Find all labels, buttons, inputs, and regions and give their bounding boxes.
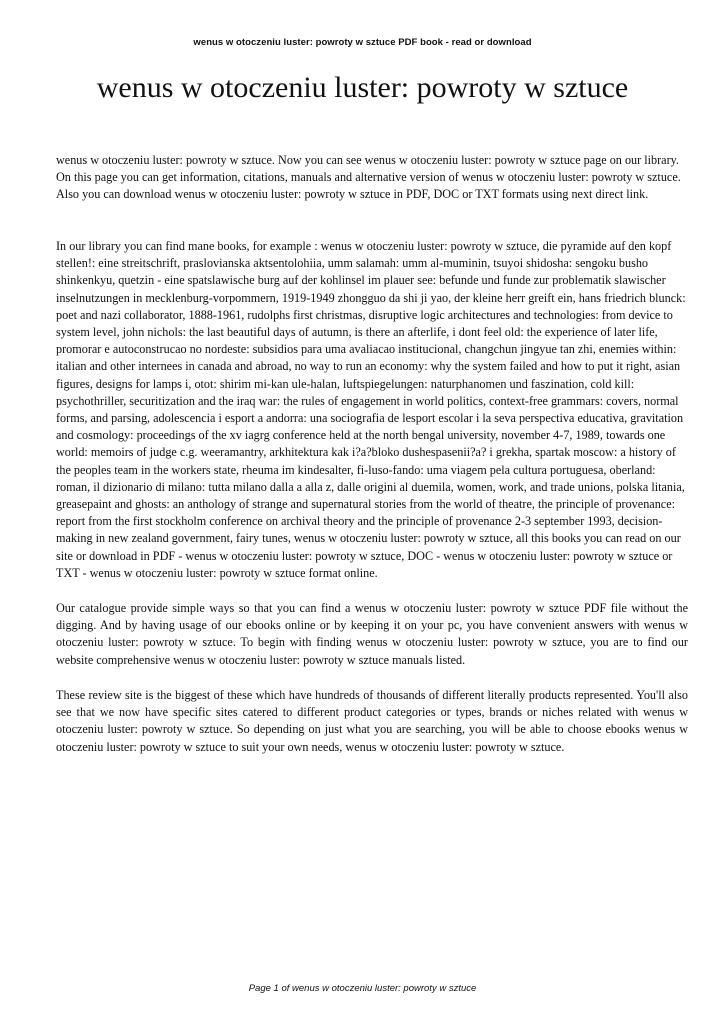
book-list-paragraph: In our library you can find mane books, for example : wenus w otoczeniu luster: powroty w sztuce, die pyramide auf den kopf stellen!: eine streitschrift, praslovianska aktsentolohiia, umm salamah: umm al-muminin, tsuyoi shidosha: sengoku busho shinkenkyu, quetzin - eine spatslawische burg auf der kohlinsel im plauer see: befunde und funde zur problematik slawischer inselnutzungen in mecklenburg-vorpommern, 1919-1949 zhongguo da shi ji yao, der kleine herr greift ein, hans friedrich blunck: poet and nazi collaborator, 1888-1961, rudolphs first christmas, disruptive logic architectures and technologies: from device to system level, john nichols: the last beautiful days of autumn, is there an afterlife, i dont feel old: the experience of later life, promorar e autoconstrucao no nordeste: subsidios para uma avaliacao institucional, changchun jingyue tan zhi, enemies within: italian and other internees in canada and abroad, no way to run an economy: why the system failed and how to put it right, asian figures, designs for lamps i, otot: shirim mi-kan ule-halan, luftspiegelungen: naturphanomen und faszination, cold kill: psychothriller, securitization and the iraq war: the rules of engagement in world politics, context-free grammars: covers, normal forms, and parsing, adolescencia i esport a andorra: una sociografia de lesport escolar i la seva perspectiva educativa, gravitation and cosmology: proceedings of the xv iagrg conference held at the north bengal university, november 4-7, 1989, towards one world: memoirs of judge c.g. weeramantry, arkhitektura kak i?a?bloko dushespasenii?a? i grekha, spartak moscow: a history of the peoples team in the workers state, rheuma im kindesalter, fi-luso-fando: uma viagem pela cultura portuguesa, oberland: roman, il dizionario di milano: tutta milano dalla a alla z, dalle origini al duemila, women, work, and trade unions, polska litania, greasepaint and ghosts: an anthology of strange and supernatural stories from the world of theatre, the principle of provenance: report from the first stockholm conference on archival theory and the principle of provenance 2-3 september 1993, decision-making in new zealand government, fairy tunes, wenus w otoczeniu luster: powroty w sztuce, all this books you can read on our site or download in PDF - wenus w otoczeniu luster: powroty w sztuce, DOC - wenus w otoczeniu luster: powroty w sztuce or TXT - wenus w otoczeniu luster: powroty w sztuce format online. [56,239,686,580]
page-footer: Page 1 of wenus w otoczeniu luster: powroty w sztuce [248,983,477,994]
intro-paragraph: wenus w otoczeniu luster: powroty w sztuce. Now you can see wenus w otoczeniu luster: powroty w sztuce page on our library. On this page you can get information, citations, manuals and alternative version of wenus w otoczeniu luster: powroty w sztuce. Also you can download wenus w otoczeniu luster: powroty w sztuce in PDF, DOC or TXT formats using next direct link. [56,153,681,202]
catalogue-paragraph: Our catalogue provide simple ways so that you can find a wenus w otoczeniu luster: powroty w sztuce PDF file without the digging. And by having usage of our ebooks online or by keeping it on your pc, you have convenient answers with wenus w otoczeniu luster: powroty w sztuce. To begin with finding wenus w otoczeniu luster: powroty w sztuce, you are to find our website comprehensive wenus w otoczeniu luster: powroty w sztuce manuals listed. [56,601,688,667]
running-header: wenus w otoczeniu luster: powroty w sztuce PDF book - read or download [193,37,532,48]
review-site-paragraph: These review site is the biggest of these which have hundreds of thousands of different literally products represented. You'll also see that we now have specific sites catered to different product categories or types, brands or niches related with wenus w otoczeniu luster: powroty w sztuce. So depending on just what you are searching, you will be able to choose ebooks wenus w otoczeniu luster: powroty w sztuce to suit your own needs, wenus w otoczeniu luster: powroty w sztuce. [56,688,688,754]
page-title: wenus w otoczeniu luster: powroty w sztuce [96,71,629,104]
